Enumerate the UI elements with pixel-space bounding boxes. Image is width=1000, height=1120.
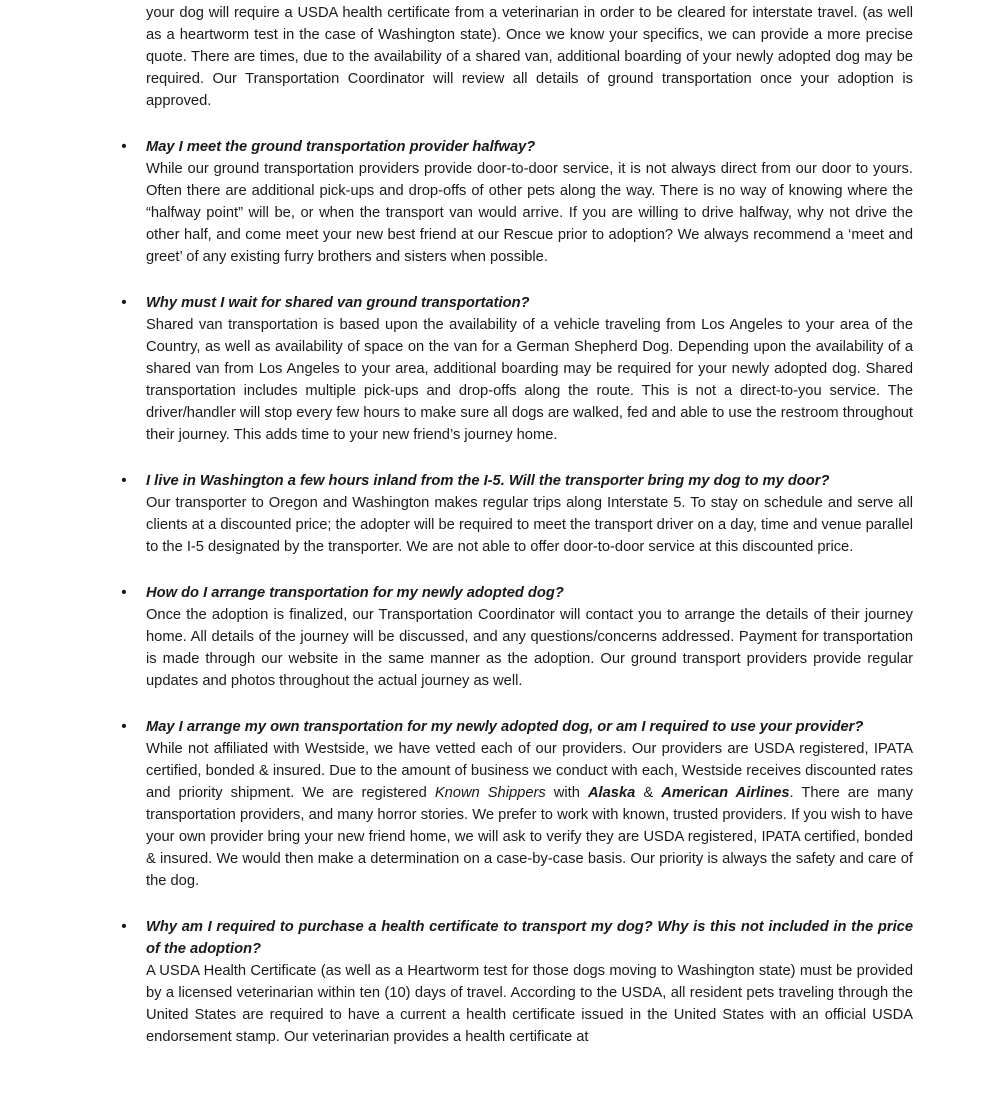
faq-question: May I meet the ground transportation provider halfway? xyxy=(146,139,536,155)
answer-text: . There are many transportation providers, and many horror stories. We prefer to work with known, trusted providers. If you wish to have your own provider bring your new friend home, we will ask to verify they are USDA registered, IPATA certified, bonded & insured. We would then make a determination on a case-by-case basis. Our priority is always the safety and care of the dog. xyxy=(146,785,913,889)
faq-item xyxy=(121,582,913,692)
faq-item xyxy=(121,916,913,1048)
faq-question: How do I arrange transportation for my newly adopted dog? xyxy=(146,585,564,601)
bullet-icon: • xyxy=(121,585,127,601)
intro-paragraph: your dog will require a USDA health certificate from a veterinarian in order to be cleared for interstate travel. (as well as a heartworm test in the case of Washington state). Once we know your specifics, we can provide a more precise quote. There are times, due to the availability of a shared van, additional boarding of your newly adopted dog may be required. Our Transportation Coordinator will review all details of ground transportation once your adoption is approved. xyxy=(146,5,913,109)
faq-item xyxy=(121,716,913,892)
faq-answer: While our ground transportation providers provide door-to-door service, it is not always direct from our door to yours. Often there are additional pick-ups and drop-offs of other pets along the way. There is no way of knowing where the “halfway point” will be, or when the transport van would arrive. If you are willing to drive halfway, why not drive the other half, and come meet your new best friend at our Rescue prior to adoption? We always recommend a ‘meet and greet’ of any existing furry brothers and sisters when possible. xyxy=(146,161,913,265)
answer-text-bold-italic: American Airlines xyxy=(661,785,790,801)
faq-answer: A USDA Health Certificate (as well as a Heartworm test for those dogs moving to Washington state) must be provided by a licensed veterinarian within ten (10) days of travel. According to the USDA, all resident pets traveling through the United States are required to have a current a health certificate issued in the United States with an official USDA endorsement stamp. Our veterinarian provides a health certificate at xyxy=(146,963,913,1045)
faq-answer: Our transporter to Oregon and Washington makes regular trips along Interstate 5. To stay on schedule and serve all clients at a discounted price; the adopter will be required to meet the transport driver on a day, time and venue parallel to the I-5 designated by the transporter. We are not able to offer door-to-door service at this discounted price. xyxy=(146,495,913,555)
answer-text-bold-italic: Alaska xyxy=(587,785,636,801)
answer-text: While not affiliated with Westside, we have vetted each of our providers. Our providers are USDA registered, IPATA certified, bonded & insured. Due to the amount of business we conduct with each, Westside receives discounted rates and priority shipment. We are registered xyxy=(146,741,913,801)
faq-answer xyxy=(146,738,913,892)
faq-item xyxy=(121,292,913,446)
faq-question: Why am I required to purchase a health certificate to transport my dog? Why is this not included in the price of the adoption? xyxy=(146,919,913,957)
faq-question: I live in Washington a few hours inland from the I-5. Will the transporter bring my dog to my door? xyxy=(146,473,830,489)
answer-text: with xyxy=(545,785,588,801)
faq-list xyxy=(121,136,913,1048)
bullet-icon: • xyxy=(121,719,127,735)
bullet-icon: • xyxy=(121,473,127,489)
faq-answer: Shared van transportation is based upon the availability of a vehicle traveling from Los Angeles to your area of the Country, as well as availability of space on the van for a German Shepherd Dog. Depending upon the availability of a shared van from Los Angeles to your area, additional boarding may be required for your newly adopted dog. Shared transportation includes multiple pick-ups and drop-offs along the route. This is not a direct-to-you service. The driver/handler will stop every few hours to make sure all dogs are walked, fed and able to use the restroom throughout their journey. This adds time to your new friend’s journey home. xyxy=(146,317,913,443)
bullet-icon: • xyxy=(121,295,127,311)
document-page xyxy=(121,0,913,1048)
faq-question: Why must I wait for shared van ground transportation? xyxy=(146,295,530,311)
faq-question: May I arrange my own transportation for my newly adopted dog, or am I required to use your provider? xyxy=(146,719,864,735)
answer-text: & xyxy=(635,785,662,801)
faq-item xyxy=(121,470,913,558)
bullet-icon: • xyxy=(121,919,127,935)
answer-text-italic: Known Shippers xyxy=(434,785,546,801)
faq-item xyxy=(121,136,913,268)
bullet-icon: • xyxy=(121,139,127,155)
faq-answer: Once the adoption is finalized, our Transportation Coordinator will contact you to arrange the details of their journey home. All details of the journey will be discussed, and any questions/concerns addressed. Payment for transportation is made through our website in the same manner as the adoption. Our ground transport providers provide regular updates and photos throughout the actual journey as well. xyxy=(146,607,913,689)
